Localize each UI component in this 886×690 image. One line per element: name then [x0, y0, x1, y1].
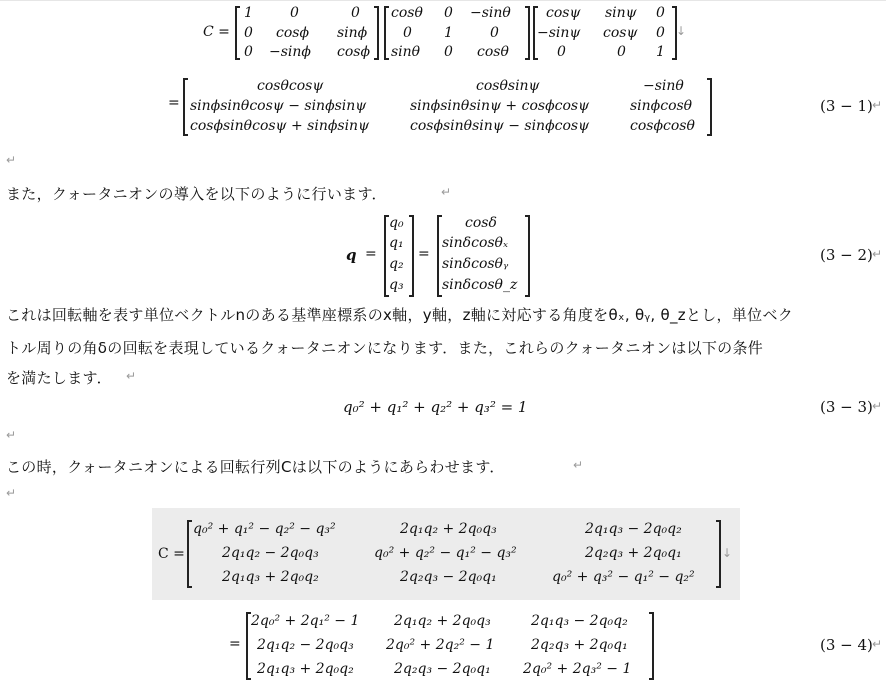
- equation-number: (3 − 1): [820, 97, 873, 115]
- eq31-m3-cell: sinψ: [605, 5, 637, 21]
- eq32-q-cell: q₀: [389, 215, 404, 231]
- eq31-m3-cell: cosψ: [603, 25, 638, 41]
- eq31-m2-cell: −sinθ: [470, 5, 511, 21]
- equation-number: (3 − 2): [820, 246, 873, 264]
- paragraph-mark: ↵: [573, 458, 584, 472]
- eq31-m1-cell: 0: [351, 5, 360, 21]
- eq31-r-cell: sinϕsinθcosψ − sinϕsinψ: [190, 98, 367, 114]
- eq34-b-cell: 2q₁q₃ + 2q₀q₂: [257, 661, 354, 677]
- eq31-m2-cell: cosθ: [391, 5, 423, 21]
- eq34-b-cell: 2q₀² + 2q₂² − 1: [386, 637, 495, 653]
- eq31-r-cell: cosϕsinθcosψ + sinϕsinψ: [190, 118, 370, 134]
- eq34-a-cell: q₀² + q₃² − q₁² − q₂²: [552, 569, 695, 585]
- eq32-equals: =: [365, 246, 377, 262]
- eq34-a-cell: 2q₁q₃ − 2q₀q₂: [585, 521, 682, 537]
- line-break-mark: ↓: [722, 546, 733, 560]
- eq31-r-cell: sinϕcosθ: [630, 98, 693, 114]
- paragraph-mark: ↵: [126, 369, 137, 383]
- eq34-lhs: C =: [158, 546, 185, 562]
- eq31-m1-cell: −sinϕ: [269, 44, 311, 60]
- quaternion-symbol: q: [346, 246, 357, 264]
- eq31-m3-cell: −sinψ: [537, 25, 581, 41]
- eq32-q-cell: q₁: [389, 235, 404, 251]
- eq31-m2-cell: sinθ: [391, 44, 421, 60]
- eq34-a-cell: 2q₂q₃ − 2q₀q₁: [400, 569, 497, 585]
- eq31-m2-cell: 1: [444, 25, 453, 41]
- eq31-r-cell: sinϕsinθsinψ + cosϕcosψ: [410, 98, 590, 114]
- eq34-b-cell: 2q₂q₃ + 2q₀q₁: [531, 637, 628, 653]
- eq31-m2-cell: 0: [403, 25, 412, 41]
- paragraph-mark: ↵: [441, 185, 452, 199]
- eq32-r-cell: sinδcosθᵧ: [442, 256, 509, 272]
- eq31-m2-cell: 0: [444, 5, 453, 21]
- eq34-a-cell: 2q₁q₃ + 2q₀q₂: [222, 569, 319, 585]
- page-top-edge: [0, 0, 886, 1]
- eq34-b-cell: 2q₁q₂ − 2q₀q₃: [257, 637, 354, 653]
- eq31-r-cell: cosϕcosθ: [630, 118, 695, 134]
- eq34-b-cell: 2q₀² + 2q₃² − 1: [523, 661, 632, 677]
- eq34-a-cell: 2q₁q₂ − 2q₀q₃: [222, 545, 319, 561]
- eq31-m3-cell: 0: [656, 5, 665, 21]
- eq34-a-cell: 2q₂q₃ + 2q₀q₁: [585, 545, 682, 561]
- eq34-equals: =: [229, 636, 241, 652]
- eq34-a-cell: q₀² + q₁² − q₂² − q₃²: [193, 521, 336, 537]
- eq32-q-cell: q₂: [389, 256, 404, 272]
- eq31-m2-cell: 0: [444, 44, 453, 60]
- unit-norm-equation: q₀² + q₁² + q₂² + q₃² = 1: [343, 398, 528, 416]
- eq34-b-cell: 2q₂q₃ − 2q₀q₁: [394, 661, 491, 677]
- equation-number: (3 − 4): [820, 636, 873, 654]
- paragraph-mark: ↵: [6, 153, 17, 167]
- eq34-a-cell: 2q₁q₂ + 2q₀q₃: [400, 521, 497, 537]
- eq31-m2-cell: cosθ: [477, 44, 509, 60]
- eq34-a-cell: q₀² + q₂² − q₁² − q₃²: [374, 545, 517, 561]
- eq31-m3-cell: 1: [656, 44, 665, 60]
- paragraph-text: を満たします．: [6, 369, 112, 387]
- paragraph-mark: ↵: [6, 428, 17, 442]
- paragraph-text: これは回転軸を表す単位ベクトルnのある基準座標系のx軸，y軸，z軸に対応する角度をθₓ, θᵧ, θ_zとし，単位ベク: [6, 306, 794, 324]
- eq32-r-cell: sinδcosθₓ: [442, 235, 508, 251]
- eq31-equals: =: [168, 95, 180, 111]
- eq34-b-cell: 2q₁q₂ + 2q₀q₃: [394, 613, 491, 629]
- eq32-q-cell: q₃: [389, 277, 404, 293]
- paragraph-mark: ↵: [872, 98, 883, 112]
- eq31-m3-cell: cosψ: [546, 5, 581, 21]
- paragraph-text: トル周りの角δの回転を表現しているクォータニオンになります．また，これらのクォータニオンは以下の条件: [6, 339, 764, 357]
- eq34-b-cell: 2q₀² + 2q₁² − 1: [251, 613, 360, 629]
- equation-number: (3 − 3): [820, 398, 873, 416]
- eq32-equals: =: [418, 246, 430, 262]
- eq31-m1-cell: cosϕ: [276, 25, 309, 41]
- eq31-lhs: C =: [203, 24, 230, 40]
- paragraph-mark: ↵: [872, 637, 883, 651]
- paragraph-mark: ↵: [6, 486, 17, 500]
- eq31-r-cell: cosϕsinθsinψ − sinϕcosψ: [410, 118, 590, 134]
- eq31-m1-cell: 0: [290, 5, 299, 21]
- eq31-r-cell: −sinθ: [643, 78, 684, 94]
- paragraph-text: この時，クォータニオンによる回転行列Cは以下のようにあらわせます．: [6, 458, 505, 476]
- eq31-m1-cell: cosϕ: [337, 44, 370, 60]
- eq32-r-cell: cosδ: [465, 215, 497, 231]
- eq31-m3-cell: 0: [656, 25, 665, 41]
- eq31-m2-cell: 0: [490, 25, 499, 41]
- line-break-mark: ↓: [676, 24, 687, 38]
- eq31-r-cell: cosθcosψ: [257, 78, 324, 94]
- eq31-m3-cell: 0: [557, 44, 566, 60]
- eq31-m1-cell: 1: [244, 5, 253, 21]
- eq31-m1-cell: 0: [244, 25, 253, 41]
- eq32-r-cell: sinδcosθ_z: [442, 277, 518, 293]
- eq31-r-cell: cosθsinψ: [476, 78, 540, 94]
- eq31-m1-cell: sinϕ: [337, 25, 368, 41]
- paragraph-text: また，クォータニオンの導入を以下のように行います．: [6, 185, 387, 203]
- eq31-m1-cell: 0: [244, 44, 253, 60]
- paragraph-mark: ↵: [872, 399, 883, 413]
- paragraph-mark: ↵: [872, 247, 883, 261]
- eq34-b-cell: 2q₁q₃ − 2q₀q₂: [531, 613, 628, 629]
- eq31-m3-cell: 0: [617, 44, 626, 60]
